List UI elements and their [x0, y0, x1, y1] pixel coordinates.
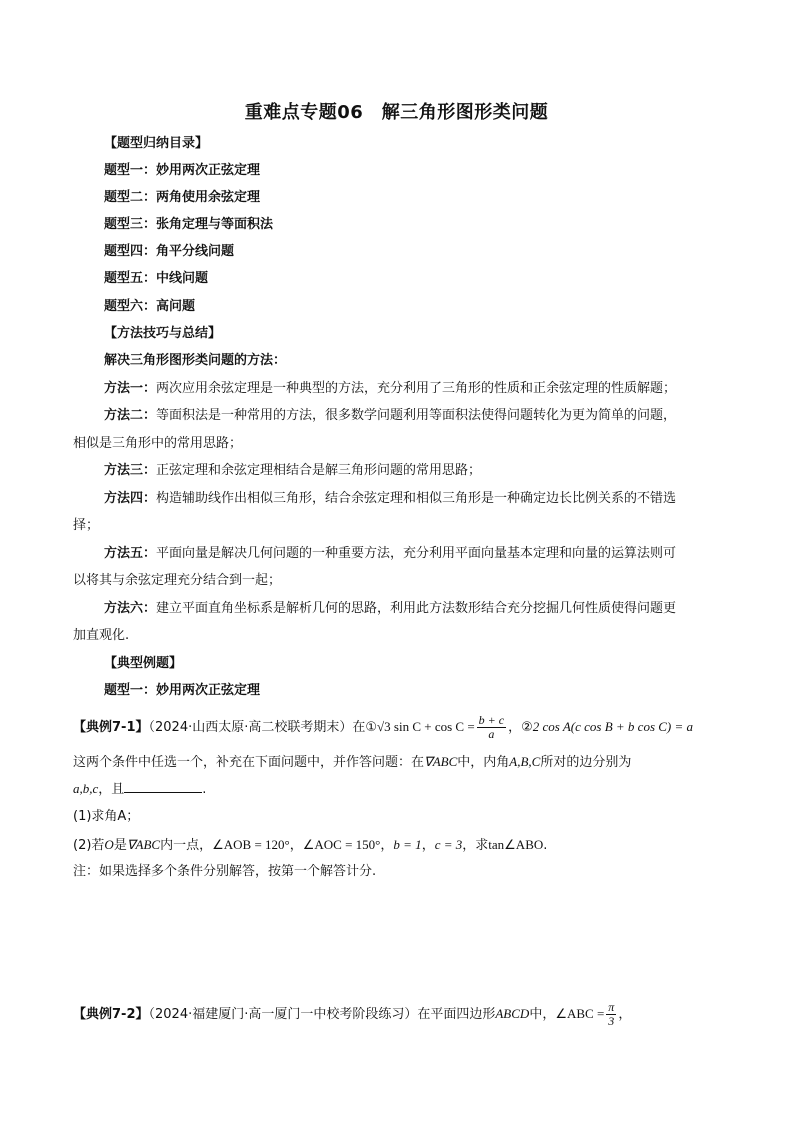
method-2: [104, 407, 676, 425]
method-3-label: 方法三：: [104, 463, 157, 478]
example-7-2-mid: 中，: [529, 1007, 556, 1022]
method-1-text: 两次应用余弦定理是一种典型的方法，充分利用了三角形的性质和正余弦定理的性质解题；: [156, 381, 677, 396]
example-7-2-end: ，: [618, 1007, 632, 1022]
triangle-symbol-2: ∇ABC: [126, 837, 161, 852]
example-7-2: [73, 999, 631, 1030]
catalog-item-4: 题型四：角平分线问题: [104, 244, 235, 259]
angles-abc: A,B,C: [509, 754, 541, 769]
method-4-cont: 择；: [73, 518, 100, 533]
catalog-item-1: 题型一：妙用两次正弦定理: [104, 163, 261, 178]
point-o: O: [104, 837, 114, 852]
method-5-text: 平面向量是解决几何问题的一种重要方法，充分利用平面向量基本定理和向量的运算法则可: [156, 546, 677, 561]
quadrilateral-abcd: ABCD: [495, 1006, 530, 1021]
question-2-is: 是: [113, 838, 127, 853]
example-7-1-text-b: 中，内角: [457, 755, 510, 770]
method-4-text: 构造辅助线作出相似三角形，结合余弦定理和相似三角形是一种确定边长比例关系的不错选: [156, 491, 677, 506]
example-7-1-line-1: [73, 714, 693, 741]
example-7-1-source: （2024·山西太原·高二校联考期末）在①: [148, 720, 378, 735]
condition-1-fraction: [477, 714, 506, 741]
fraction-numerator: b + c: [478, 713, 505, 727]
method-2-text: 等面积法是一种常用的方法，很多数学问题利用等面积法使得问题转化为更为简单的问题，: [156, 408, 677, 423]
method-4-label: 方法四：: [104, 491, 157, 506]
sep-1: ，: [289, 838, 303, 853]
method-4: [104, 490, 676, 508]
condition-separator: ，②: [508, 720, 533, 735]
angle-aoc: ∠AOC = 150°: [302, 837, 381, 852]
page-title: 重难点专题06 解三角形图形类问题: [244, 102, 549, 123]
side-c: c = 3: [434, 837, 463, 852]
methods-heading: 【方法技巧与总结】: [104, 326, 222, 341]
question-2-period: .: [543, 838, 548, 853]
angle-aob: ∠AOB = 120°: [212, 837, 290, 852]
sep-2: ，: [380, 838, 394, 853]
method-5-cont: 以将其与余弦定理充分结合到一起；: [73, 573, 282, 588]
example-7-1-and: ，且: [98, 782, 125, 797]
example-7-1-line-3: [73, 780, 206, 799]
answer-blank[interactable]: [124, 780, 202, 793]
examples-heading: 【典型例题】: [104, 656, 183, 671]
method-3-text: 正弦定理和余弦定理相结合是解三角形问题的常用思路；: [156, 463, 482, 478]
method-6: [104, 600, 676, 618]
method-5: [104, 545, 676, 563]
method-6-label: 方法六：: [104, 601, 157, 616]
example-note: 注：如果选择多个条件分别解答，按第一个解答计分.: [73, 864, 377, 879]
question-2-find: ，求: [462, 838, 489, 853]
method-2-cont: 相似是三角形中的常用思路；: [73, 436, 243, 451]
condition-1-formula: √3 sin C + cos C =: [377, 719, 475, 734]
angle-abc: ∠ABC =: [555, 1006, 605, 1021]
method-5-label: 方法五：: [104, 546, 157, 561]
example-7-1-text-a: 这两个条件中任选一个，补充在下面问题中，并作答问题：在: [73, 755, 425, 770]
method-6-text: 建立平面直角坐标系是解析几何的思路，利用此方法数形结合充分挖掘几何性质使得问题更: [156, 601, 677, 616]
method-1: [104, 380, 676, 398]
method-3: [104, 462, 481, 480]
example-7-2-label: 【典例7-2】: [73, 1007, 149, 1022]
catalog-item-6: 题型六：高问题: [104, 299, 196, 314]
catalog-heading: 【题型归纳目录】: [104, 136, 209, 151]
catalog-item-5: 题型五：中线问题: [104, 271, 209, 286]
methods-intro: 解决三角形图形类问题的方法：: [104, 353, 287, 368]
catalog-item-2: 题型二：两角使用余弦定理: [104, 190, 261, 205]
example-7-1-text-c: 所对的边分别为: [540, 755, 632, 770]
side-b: b = 1: [393, 837, 422, 852]
method-2-label: 方法二：: [104, 408, 157, 423]
method-1-label: 方法一：: [104, 381, 157, 396]
question-2: [73, 836, 547, 855]
fraction-denominator: a: [488, 727, 495, 741]
pi-denominator: 3: [608, 1014, 615, 1028]
example-7-1-label: 【典例7-1】: [73, 720, 149, 735]
example-7-1-line-2: [73, 753, 631, 772]
example-7-1-period: .: [202, 782, 207, 797]
question-2-prefix: (2)若: [73, 838, 105, 853]
method-6-cont: 加直观化.: [73, 628, 130, 643]
question-1: (1)求角A；: [73, 809, 140, 824]
example-7-2-text: （2024·福建厦门·高一厦门一中校考阶段练习）在平面四边形: [148, 1007, 496, 1022]
pi-numerator: π: [608, 1000, 615, 1014]
sep-3: ，: [421, 838, 435, 853]
sides-abc: a,b,c: [73, 781, 99, 796]
angle-fraction: [606, 1001, 616, 1028]
question-2-inside: 内一点，: [160, 838, 213, 853]
examples-type-1: 题型一：妙用两次正弦定理: [104, 683, 261, 698]
condition-2-formula: 2 cos A(c cos B + b cos C) = a: [532, 719, 694, 734]
tan-abo: tan∠ABO: [488, 837, 544, 852]
catalog-item-3: 题型三：张角定理与等面积法: [104, 217, 274, 232]
triangle-symbol: ∇ABC: [424, 754, 458, 769]
